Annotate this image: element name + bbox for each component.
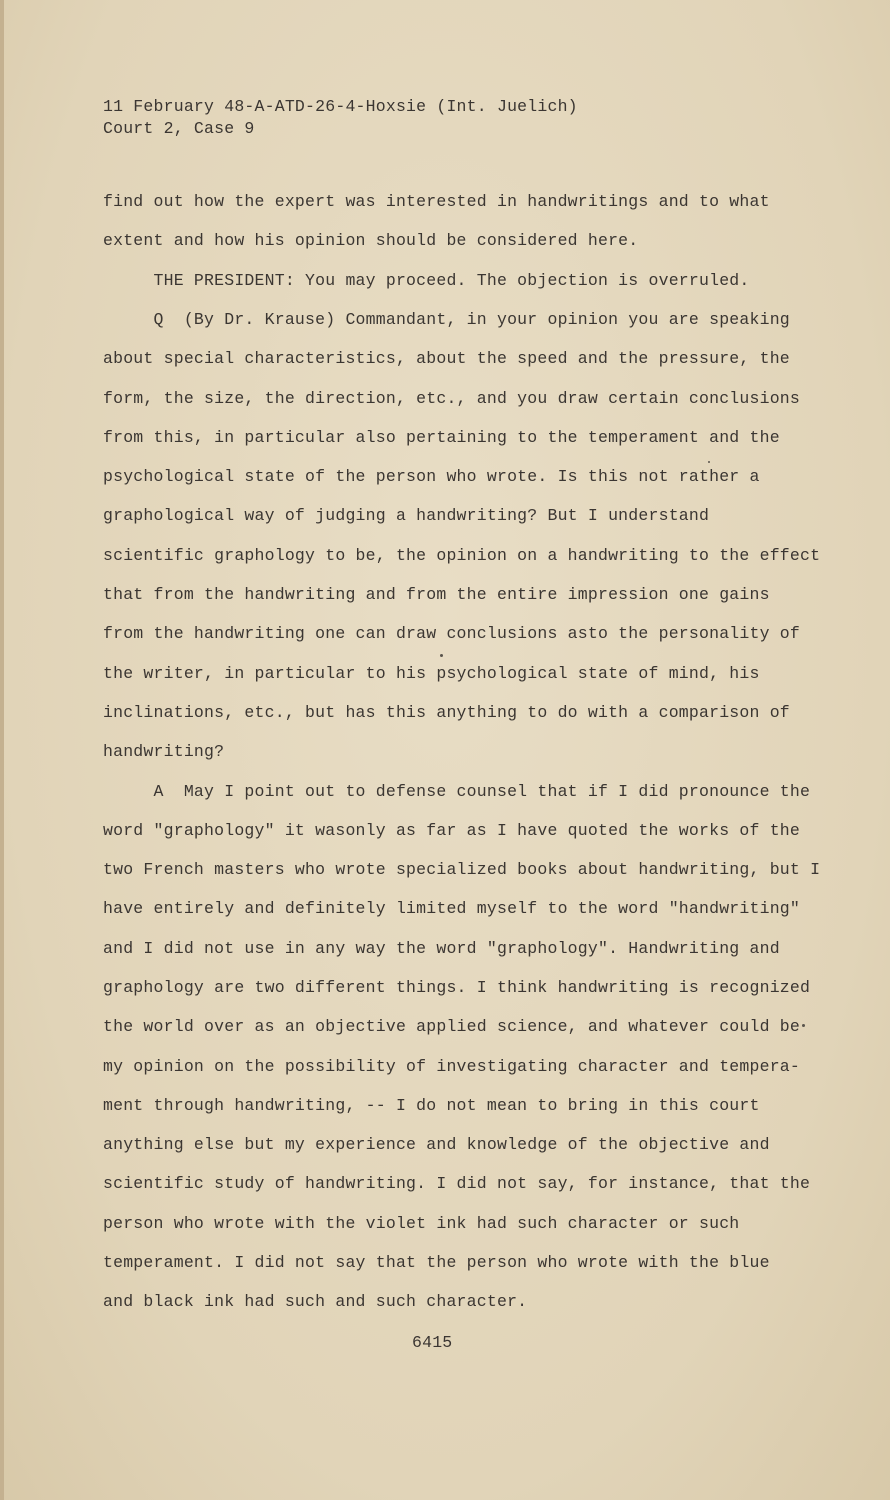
page-number: 6415	[412, 1333, 453, 1352]
body-line: inclinations, etc., but has this anything to do with a comparison of	[103, 703, 790, 722]
body-line: graphological way of judging a handwriting? But I understand	[103, 506, 710, 525]
body-line: two French masters who wrote specialized books about handwriting, but I	[103, 860, 821, 879]
body-line: anything else but my experience and knowledge of the objective and	[103, 1135, 770, 1154]
body-line: from the handwriting one can draw conclusions asto the personality of	[103, 624, 801, 643]
body-line: person who wrote with the violet ink had such character or such	[103, 1214, 740, 1233]
body-line: scientific study of handwriting. I did not say, for instance, that the	[103, 1174, 811, 1193]
body-line: the writer, in particular to his psychological state of mind, his	[103, 664, 760, 683]
body-line: about special characteristics, about the speed and the pressure, the	[103, 349, 790, 368]
body-line: ment through handwriting, -- I do not mean to bring in this court	[103, 1096, 760, 1115]
body-line: from this, in particular also pertaining to the temperament and the	[103, 428, 780, 447]
body-line: form, the size, the direction, etc., and you draw certain conclusions	[103, 389, 801, 408]
body-line: graphology are two different things. I think handwriting is recognized	[103, 978, 811, 997]
body-line: THE PRESIDENT: You may proceed. The objection is overruled.	[103, 271, 750, 290]
body-line: handwriting?	[103, 742, 225, 761]
body-line: and black ink had such and such character.	[103, 1292, 528, 1311]
paper-speck	[440, 654, 443, 657]
body-line: that from the handwriting and from the entire impression one gains	[103, 585, 770, 604]
body-line: psychological state of the person who wrote. Is this not rather a	[103, 467, 760, 486]
body-line: extent and how his opinion should be considered here.	[103, 231, 639, 250]
document-header	[103, 96, 578, 140]
header-line-date-reference: 11 February 48-A-ATD-26-4-Hoxsie (Int. Juelich)	[103, 97, 578, 116]
body-line: have entirely and definitely limited myself to the word "handwriting"	[103, 899, 801, 918]
paper-speck	[802, 1024, 805, 1027]
body-line: and I did not use in any way the word "graphology". Handwriting and	[103, 939, 780, 958]
body-line: A May I point out to defense counsel that if I did pronounce the	[103, 782, 811, 801]
body-line: Q (By Dr. Krause) Commandant, in your opinion you are speaking	[103, 310, 790, 329]
body-line: scientific graphology to be, the opinion on a handwriting to the effect	[103, 546, 821, 565]
paper-speck	[708, 461, 710, 463]
header-line-court-case: Court 2, Case 9	[103, 119, 255, 138]
body-line: temperament. I did not say that the person who wrote with the blue	[103, 1253, 770, 1272]
body-line: find out how the expert was interested in handwritings and to what	[103, 192, 770, 211]
page-edge	[0, 0, 4, 1500]
body-line: the world over as an objective applied science, and whatever could be	[103, 1017, 801, 1036]
body-line: word "graphology" it wasonly as far as I have quoted the works of the	[103, 821, 801, 840]
body-line: my opinion on the possibility of investigating character and tempera-	[103, 1057, 801, 1076]
